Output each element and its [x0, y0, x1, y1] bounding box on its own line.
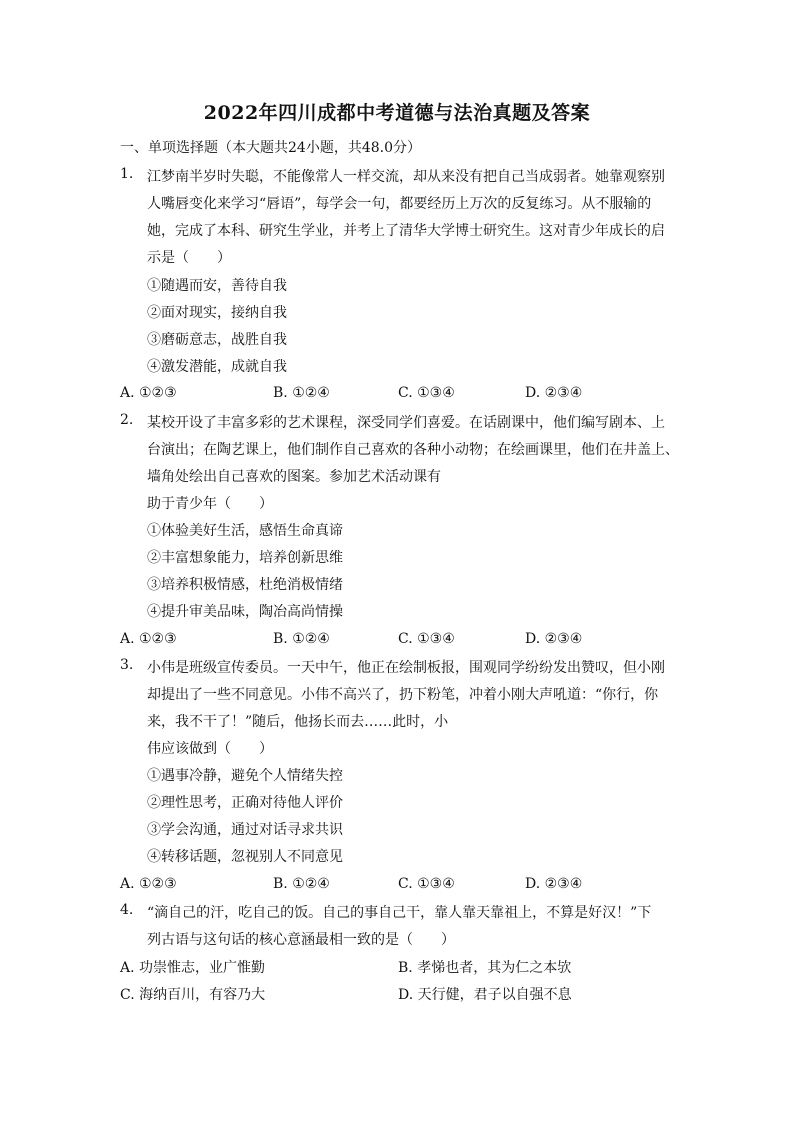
answer-option-a: A. ①②③	[120, 631, 177, 647]
page-title: 2022年四川成都中考道德与法治真题及答案	[203, 102, 591, 124]
question-text-line: 墙角处绘出自己喜欢的图案。参加艺术活动课有	[147, 469, 441, 485]
question-number: 3.	[120, 657, 134, 673]
answer-option-c: C. 海纳百川，有容乃大	[120, 987, 266, 1003]
question-text-line: 助于青少年（ ）	[147, 496, 273, 512]
answer-option-c: C. ①③④	[398, 385, 455, 401]
answer-option-d: D. ②③④	[525, 385, 583, 401]
question-text-line: 却提出了一些不同意见。小伟不高兴了，扔下粉笔，冲着小刚大声吼道：“你行，你	[147, 687, 659, 703]
statement-item: ④激发潜能，成就自我	[147, 359, 287, 375]
question-text-line: 来，我不干了！”随后，他扬长而去……此时，小	[147, 714, 449, 730]
question-text-line: 她，完成了本科、研究生学业，并考上了清华大学博士研究生。这对青少年成长的启	[147, 223, 665, 239]
answer-option-d: D. ②③④	[525, 876, 583, 892]
section-heading: 一、单项选择题（本大题共24小题，共48.0分）	[120, 140, 421, 156]
statement-item: ③磨砺意志，战胜自我	[147, 332, 287, 348]
statement-item: ④转移话题，忽视别人不同意见	[147, 849, 343, 865]
question-text-line: 小伟是班级宣传委员。一天中午，他正在绘制板报，围观同学纷纷发出赞叹，但小刚	[147, 660, 665, 676]
question-number: 4.	[120, 902, 134, 918]
question-text-line: 列古语与这句话的核心意涵最相一致的是（ ）	[147, 932, 455, 948]
question-text-line: 人嘴唇变化来学习“唇语”，每学会一句，都要经历上万次的反复练习。从不服输的	[147, 196, 652, 212]
answer-option-c: C. ①③④	[398, 631, 455, 647]
answer-option-a: A. ①②③	[120, 385, 177, 401]
answer-option-a: A. 功崇惟志，业广惟勤	[120, 960, 266, 976]
statement-item: ②面对现实，接纳自我	[147, 305, 287, 321]
statement-item: ①遇事冷静，避免个人情绪失控	[147, 768, 343, 784]
question-text-line: 示是（ ）	[147, 250, 231, 266]
question-text-line: “滴自己的汗，吃自己的饭。自己的事自己干，靠人靠天靠祖上，不算是好汉！”下	[147, 905, 652, 921]
answer-option-a: A. ①②③	[120, 876, 177, 892]
statement-item: ③培养积极情感，杜绝消极情绪	[147, 577, 343, 593]
question-text-line: 台演出；在陶艺课上，他们制作自己喜欢的各种小动物；在绘画课里，他们在井盖上、	[147, 442, 679, 458]
answer-option-c: C. ①③④	[398, 876, 455, 892]
statement-item: ①体验美好生活，感悟生命真谛	[147, 523, 343, 539]
answer-option-d: D. 天行健，君子以自强不息	[398, 987, 572, 1003]
answer-option-b: B. ①②④	[273, 385, 330, 401]
statement-item: ③学会沟通，通过对话寻求共识	[147, 822, 343, 838]
question-text-line: 某校开设了丰富多彩的艺术课程，深受同学们喜爱。在话剧课中，他们编写剧本、上	[147, 415, 665, 431]
question-text-line: 伟应该做到（ ）	[147, 741, 273, 757]
question-number: 1.	[120, 166, 134, 182]
statement-item: ①随遇而安，善待自我	[147, 278, 287, 294]
answer-option-b: B. 孝悌也者，其为仁之本欤	[398, 960, 572, 976]
statement-item: ④提升审美品味，陶冶高尚情操	[147, 604, 343, 620]
answer-option-b: B. ①②④	[273, 876, 330, 892]
question-text-line: 江梦南半岁时失聪，不能像常人一样交流，却从来没有把自己当成弱者。她靠观察别	[147, 169, 665, 185]
statement-item: ②理性思考，正确对待他人评价	[147, 795, 343, 811]
question-number: 2.	[120, 412, 134, 428]
statement-item: ②丰富想象能力，培养创新思维	[147, 550, 343, 566]
answer-option-d: D. ②③④	[525, 631, 583, 647]
answer-option-b: B. ①②④	[273, 631, 330, 647]
